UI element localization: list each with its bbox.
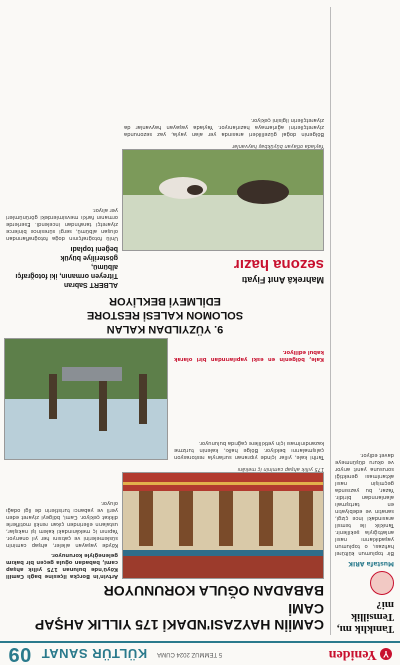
mosque-lead-column [6, 468, 118, 579]
animals-photo-caption: Yaylada otlayan büyükbaş hayvanlar [232, 143, 324, 149]
mosque-lead: Artvin'in Borçka ilçesine bağlı Camili Köyü'nde bulunan 175 yıllık ahşap cami, babadan oğula geçen bir bakım geleneğiyle korunuyor. [6, 552, 118, 579]
column-title-line-2: Temsillik mi? [351, 599, 394, 623]
mosque-interior-photo [122, 472, 324, 579]
section-title: KÜLTÜR SANAT [41, 646, 148, 662]
restore-headline-line-2: SOLOMON KALESİ RESTORE [86, 309, 244, 321]
restore-body: Tarihi kale, yıllar içinde yıpranan surlarıyla restorasyon çalışmalarını bekliyor. Bölge halkı, kalenin turizme kazandırılması için yetkililere çağrıda bulunuyor. [174, 440, 324, 460]
logo-icon: Y [380, 648, 392, 660]
mosque-photo-caption: 175 yıllık ahşap caminin iç mekânı [237, 466, 324, 472]
column-author: Mustafa ARIK [348, 560, 394, 567]
column-title-line-1: Tanıklık mı, [336, 623, 394, 635]
author-avatar [370, 571, 394, 595]
logo-text: Yeniden [328, 647, 377, 662]
page-number: 09 [8, 643, 32, 666]
restore-headline-line-3: EDİLMEYİ BEKLİYOR [109, 295, 221, 307]
restore-headline-line-1: 9. YÜZYILDAN KALAN [106, 323, 224, 335]
animals-photo [122, 149, 324, 251]
column-body: Bir toplumun kültürel hafızası, o toplumun yaşadıklarını nasıl anlattığıyla şekillenir. Tanıklık ile temsil arasındaki ince çizgi, sanatın ve edebiyatın en tartışmalı alanlarından biridir. Yazar, bu yazısında geçmişin nasıl aktarılması gerektiği sorusuna yanıt arıyor ve okuru düşünmeye davet ediyor. [335, 452, 394, 556]
photo-book-title-1: ALBERT Sabran [63, 281, 118, 288]
photo-book-title-3: gösteriliye büyük [60, 254, 118, 261]
mosque-body: Köyde yaşayan aileler, ahşap caminin süslemelerini ve çatısını her yıl onarıyor. Yapının iç mekânındaki kalem işi nakışlar, ustaların ellerinden çıkan renkli motiflerle dikkat çekiyor. Cami, bölgeyi ziyaret eden yerli ve yabancı turistlerin de ilgi odağı oluyor. [6, 500, 118, 548]
opinion-column [330, 7, 394, 635]
restore-body-column [174, 341, 324, 460]
animals-body: Bölgenin doğal güzellikleri arasında yer alan yayla, yaz sezonunda ziyaretçilerini ağırlamaya hazırlanıyor. Yaylada yaşayan hayvanlar da ziyaretçilerin ilgisini çekiyor. [124, 117, 324, 137]
issue-date: 5 TEMMUZ 2024 CUMA [157, 651, 223, 657]
animals-headline-line-1: Mahrekâ Anıt Fiyatı [241, 275, 324, 285]
photo-book-title-4: beğeni topladı [70, 245, 118, 252]
masthead-logo [329, 646, 392, 662]
photo-book-column [6, 151, 118, 289]
mosque-headline-line-1: CAMİİN HAYZASI'NDAKİ 175 YILLIK AHŞAP CAMİ [35, 601, 324, 633]
animals-headline-line-2: sezona hazır [233, 256, 324, 273]
mosque-headline-line-2: BABADAN OĞULA KORUNUYOR [103, 583, 324, 599]
restore-highlight: Kale, bölgenin en eski yapılarından biri olarak kabul ediliyor. [174, 349, 324, 362]
masthead [0, 641, 400, 665]
photo-book-title-2: Titreyen ormanın, iki fotoğrafçı albümü, [15, 263, 118, 279]
forest-photo-illustration [5, 339, 167, 459]
photo-book-body: Ünlü fotoğrafçının doğa fotoğraflarından oluşan albümü, sergi süresince binlerce ziyaretçi tarafından incelendi. Eserlerde ormanın farklı mevsimlerdeki görünümleri yer alıyor. [6, 207, 118, 241]
section-header [8, 643, 222, 666]
cattle-photo-illustration [123, 150, 323, 250]
photo-book-image [4, 338, 168, 460]
mosque-interior-illustration [123, 473, 323, 578]
